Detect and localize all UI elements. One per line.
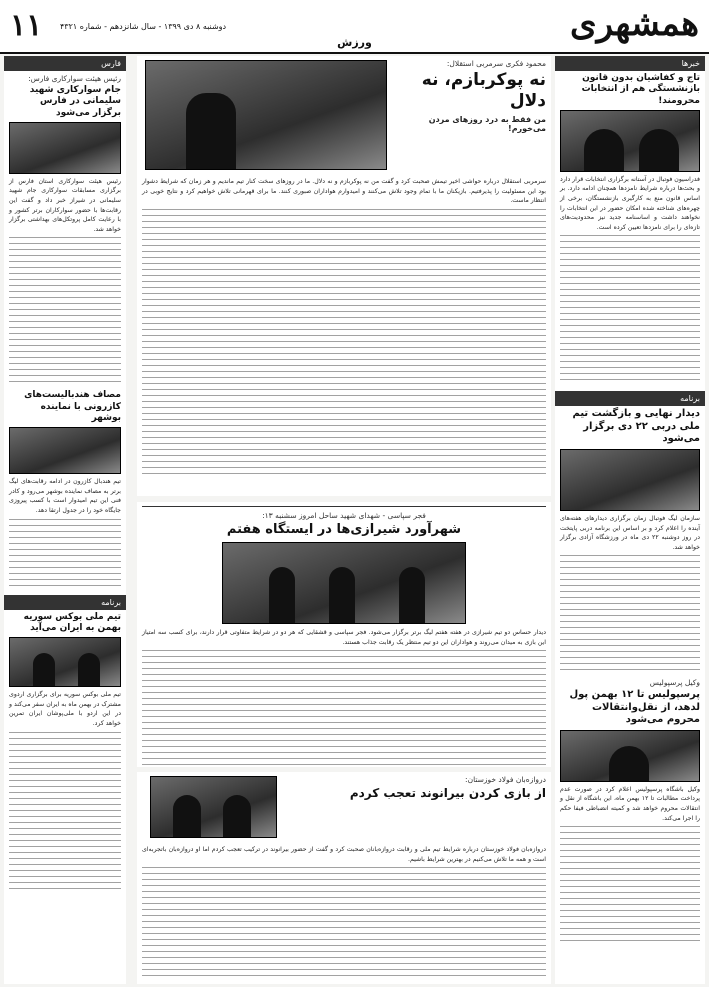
handball-team-photo	[9, 427, 121, 474]
feature-headline: شهرآورد شیرازی‌ها در ایستگاه هفتم	[226, 522, 462, 537]
bottom-body: دروازه‌بان فولاد خوزستان درباره شرایط تیم ملی و رقابت دروازه‌بانان صحبت کرد و گفت از حضور بیرانوند در ترکیب تعجب کردم اما او دروازه‌بان باتجربه‌ای است و همه ما تلاش می‌کنیم در بهترین شرایط باشیم.	[142, 846, 546, 863]
player-figure	[269, 567, 295, 623]
bottom-kicker: دروازه‌بان فولاد خوزستان:	[465, 775, 546, 784]
right-box-body: سازمان لیگ فوتبال زمان برگزاری دیدارهای هفته‌های آینده را اعلام کرد و بر اساس این برنامه دربی پایتخت در روز دوشنبه ۲۲ دی ماه در ورزشگاه آزادی برگزار خواهد شد.	[560, 514, 700, 551]
feature-body: دیدار حساس دو تیم شیرازی در هفته هفتم لیگ برتر برگزار می‌شود. فجر سپاسی و قشقایی که هر دو در شرایط متفاوتی قرار دارند، برای کسب سه امتیاز این بازی به میدان می‌روند و هواداران این دو تیم منتظر یک رقابت جذاب هستند.	[142, 629, 546, 646]
goalkeeper-photo	[150, 776, 277, 838]
left-headline: جام سوارکاری شهید سلیمانی در فارس برگزار می‌شود	[29, 85, 121, 118]
right-column	[555, 56, 705, 984]
left-box-lines	[9, 732, 121, 892]
left-box-body: تیم ملی بوکس سوریه برای برگزاری اردوی مشترک در بهمن ماه به ایران سفر می‌کند و در این اردو با ملی‌پوشان ایران تمرین خواهد کرد.	[9, 691, 121, 727]
date-line: دوشنبه ۸ دی ۱۳۹۹ - سال شانزدهم - شماره ۴۳۲۱	[60, 22, 227, 31]
right-body2: وکیل باشگاه پرسپولیس اعلام کرد در صورت عدم پرداخت مطالبات تا ۱۲ بهمن ماه، این باشگاه از نقل و انتقالات محروم خواهد شد و کمیته انضباطی فیفا حکم را اجرا می‌کند.	[560, 785, 700, 822]
bottom-article	[137, 772, 551, 984]
person-figure	[584, 129, 624, 171]
left-body-lines	[9, 237, 121, 387]
feature-body-lines	[142, 650, 546, 765]
bottom-body-lines	[142, 867, 546, 977]
horse-racing-photo	[9, 122, 121, 174]
person-figure	[223, 795, 251, 837]
main-article	[137, 56, 551, 496]
left-body: رئیس هیئت سوارکاری استان فارس از برگزاری مسابقات سوارکاری جام شهید سلیمانی در شیراز خبر داد و گفت این رقابت‌ها با حضور سوارکاران برتر کشور و با رعایت کامل پروتکل‌های بهداشتی برگزار خواهد شد.	[9, 177, 121, 233]
right-kicker2: وکیل پرسپولیس	[649, 678, 700, 688]
right-box-header: برنامه	[555, 391, 705, 406]
boxer-figure	[78, 653, 100, 687]
page-number: ۱۱	[10, 8, 43, 43]
main-body: سرمربی استقلال درباره حواشی اخیر تیمش صحبت کرد و گفت من نه پوکربازم و نه دلال. ما در روزهای سخت کنار تیم ماندیم و هر زمان که شرایط دشوار بود این مسئولیت را پذیرفتیم. بازیکنان ما با تمام وجود تلاش می‌کنند و امیدوارم هواداران صبوری کنند. ما برای قهرمانی تلاش خواهیم کرد و نتایج خوبی در انتظار ماست.	[142, 178, 546, 205]
right-box-lines	[560, 555, 700, 675]
left-column	[4, 56, 126, 984]
main-body-lines	[142, 209, 546, 479]
main-headline: نه پوکربازم، نه دلال	[421, 70, 546, 112]
right-box-headline: دیدار نهایی و بازگشت تیم ملی دربی ۲۲ دی برگزار می‌شود	[572, 408, 700, 445]
main-photo	[145, 60, 387, 170]
right-column-header: خبرها	[555, 56, 705, 71]
left-body2-lines	[9, 519, 121, 589]
person-figure	[609, 746, 649, 781]
main-subheadline: من فقط به درد روزهای مردن می‌خورم!	[428, 114, 546, 133]
left-headline2: مصاف هندبالیست‌های کازرونی با نماینده بوشهر	[24, 390, 121, 423]
player-figure	[399, 567, 425, 623]
team-photo	[560, 449, 700, 511]
right-body2-lines	[560, 826, 700, 946]
main-kicker: محمود فکری سرمربی استقلال:	[446, 59, 546, 68]
coach-figure	[186, 93, 236, 169]
right-headline2: پرسپولیس تا ۱۲ بهمن پول لدهد، از نقل‌وانتقالات محروم می‌شود	[569, 689, 700, 726]
left-kicker: رئیس هیئت سوارکاری فارس:	[28, 74, 121, 83]
newspaper-logo: همشهری	[570, 4, 699, 44]
bottom-headline: از بازی کردن بیرانوند تعجب کردم	[349, 786, 546, 800]
right-body-lines	[560, 235, 700, 385]
left-body2: تیم هندبال کازرون در ادامه رقابت‌های لیگ برتر به مصاف نماینده بوشهر می‌رود و کادر فنی این تیم امیدوار است با کسب پیروزی جایگاه خود را در جدول ارتقا دهد.	[9, 478, 121, 514]
feature-kicker: فجر سپاسی - شهدای شهید ساحل امروز سشنبه ۱۳:	[262, 511, 426, 520]
left-column-header: فارس	[4, 56, 126, 71]
match-photo	[222, 542, 466, 624]
player-photo	[560, 730, 700, 782]
boxer-figure	[33, 653, 55, 687]
right-headline: تاج و کفاشیان بدون قانون بازنشستگی هم از انتخابات محرومند!	[581, 73, 700, 106]
feature-article	[137, 502, 551, 767]
player-figure	[329, 567, 355, 623]
person-figure	[173, 795, 201, 837]
section-title: ورزش	[337, 36, 372, 49]
person-figure	[639, 129, 679, 171]
right-photo	[560, 110, 700, 172]
right-body: فدراسیون فوتبال در آستانه برگزاری انتخابات قرار دارد و بحث‌ها درباره شرایط نامزدها همچنان ادامه دارد. بر اساس قانون منع به کارگیری بازنشستگان، برخی از چهره‌های شناخته شده امکان حضور در این انتخابات را نخواهند داشت و اساسنامه جدید نیز محدودیت‌های تازه‌ای را برای نامزدها تعیین کرده است.	[560, 175, 700, 231]
boxing-photo	[9, 637, 121, 687]
left-box-header: برنامه	[4, 595, 126, 610]
left-box-headline: تیم ملی بوکس سوریه بهمن به ایران می‌آید	[23, 611, 121, 633]
masthead	[0, 0, 709, 54]
